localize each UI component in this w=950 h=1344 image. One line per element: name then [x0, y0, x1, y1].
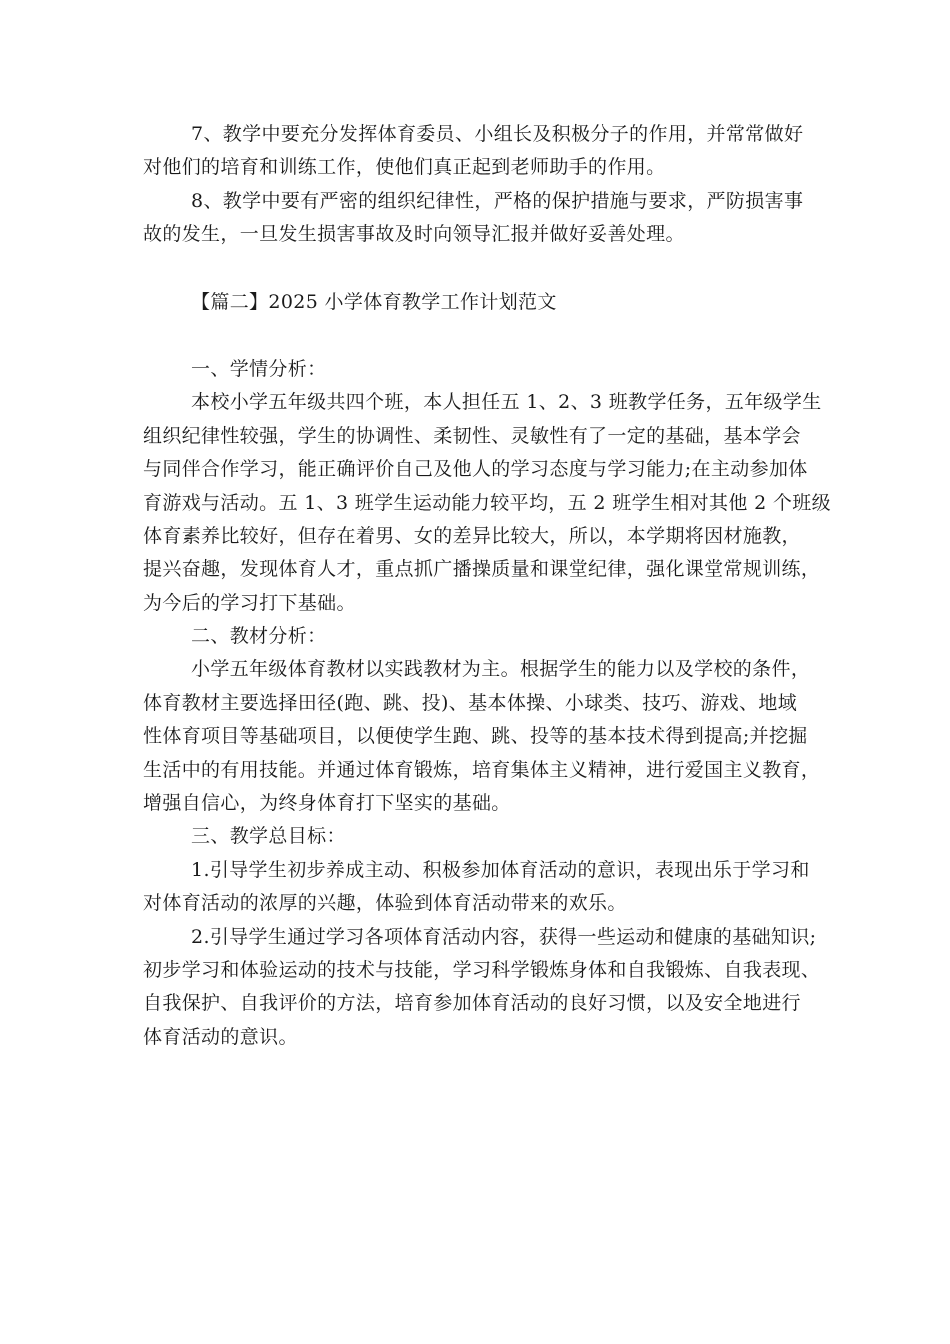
paragraph-line: 提兴奋趣，发现体育人才，重点抓广播操质量和课堂纪律，强化课堂常规训练， [143, 558, 821, 581]
paragraph-line: 本校小学五年级共四个班，本人担任五 1、2、3 班教学任务，五年级学生 [191, 391, 822, 414]
paragraph-line: 增强自信心，为终身体育打下坚实的基础。 [143, 792, 511, 815]
paragraph-line: 2.引导学生通过学习各项体育活动内容，获得一些运动和健康的基础知识; [191, 925, 817, 948]
paragraph-line: 体育素养比较好，但存在着男、女的差异比较大，所以，本学期将因材施教， [143, 524, 801, 547]
paragraph-line: 为今后的学习打下基础。 [143, 591, 356, 614]
paragraph-line: 8、教学中要有严密的组织纪律性，严格的保护措施与要求，严防损害事 [191, 189, 804, 212]
paragraph-line: 故的发生，一旦发生损害事故及时向领导汇报并做好妥善处理。 [143, 223, 685, 246]
paragraph-line: 自我保护、自我评价的方法，培育参加体育活动的良好习惯，以及安全地进行 [143, 992, 801, 1015]
paragraph-line: 体育活动的意识。 [143, 1025, 298, 1048]
section-title: 【篇二】2025 小学体育教学工作计划范文 [191, 290, 557, 313]
paragraph-line: 体育教材主要选择田径(跑、跳、投)、基本体操、小球类、技巧、游戏、地域 [143, 691, 798, 714]
heading-learning-analysis: 一、学情分析： [191, 357, 327, 380]
paragraph-line: 1.引导学生初步养成主动、积极参加体育活动的意识，表现出乐于学习和 [191, 858, 810, 881]
heading-textbook-analysis: 二、教材分析： [191, 625, 327, 648]
paragraph-line: 初步学习和体验运动的技术与技能，学习科学锻炼身体和自我锻炼、自我表现、 [143, 958, 821, 981]
heading-teaching-goals: 三、教学总目标： [191, 825, 346, 848]
paragraph-line: 7、教学中要充分发挥体育委员、小组长及积极分子的作用，并常常做好 [191, 123, 804, 145]
paragraph-line: 小学五年级体育教材以实践教材为主。根据学生的能力以及学校的条件， [191, 658, 811, 681]
paragraph-line: 与同伴合作学习，能正确评价自己及他人的学习态度与学习能力;在主动参加体 [143, 458, 808, 481]
paragraph-line: 组织纪律性较强，学生的协调性、柔韧性、灵敏性有了一定的基础，基本学会 [143, 424, 801, 447]
paragraph-line: 对体育活动的浓厚的兴趣，体验到体育活动带来的欢乐。 [143, 892, 627, 915]
paragraph-line: 性体育项目等基础项目，以便使学生跑、跳、投等的基本技术得到提高;并挖掘 [143, 725, 808, 748]
paragraph-line: 生活中的有用技能。并通过体育锻炼，培育集体主义精神，进行爱国主义教育， [143, 758, 821, 781]
paragraph-line: 育游戏与活动。五 1、3 班学生运动能力较平均，五 2 班学生相对其他 2 个班级 [143, 491, 831, 514]
paragraph-line: 对他们的培育和训练工作，使他们真正起到老师助手的作用。 [143, 156, 666, 179]
document-page [143, 118, 831, 1054]
